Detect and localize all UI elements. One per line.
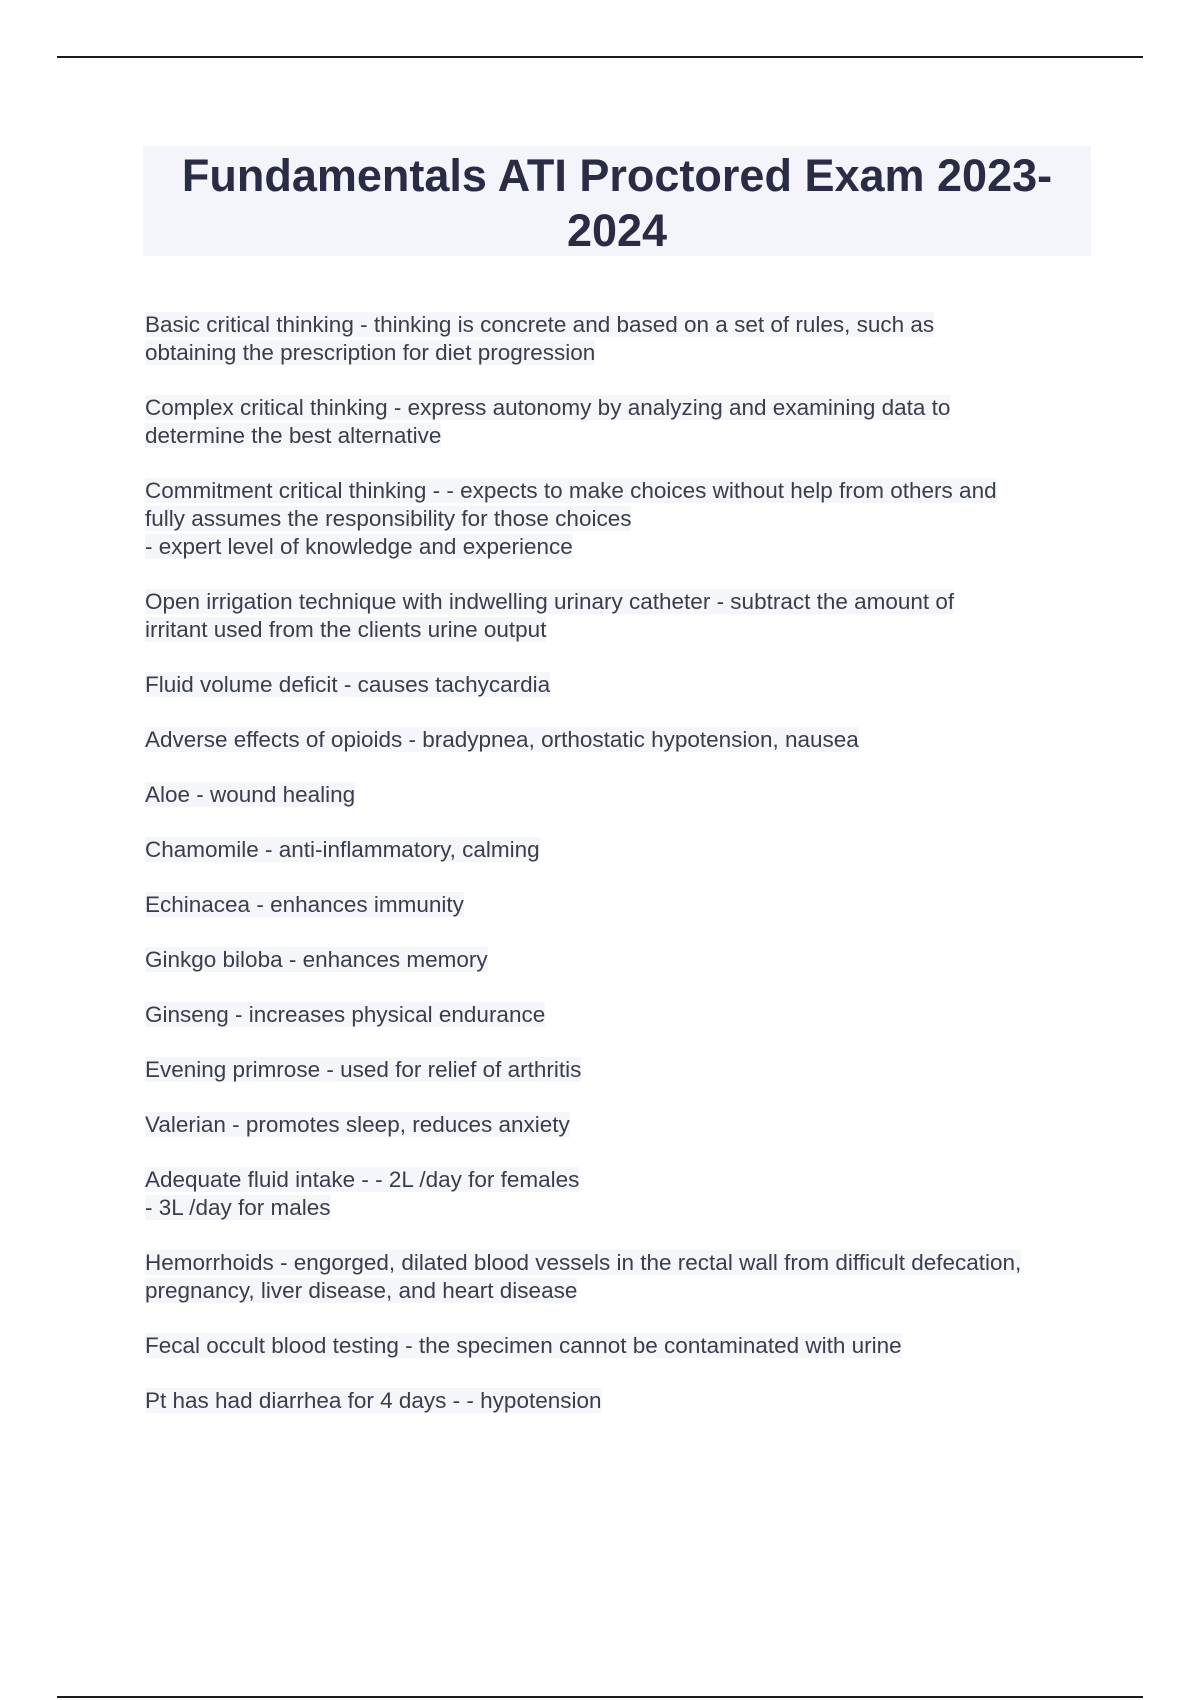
entry-text: Ginkgo biloba - enhances memory — [145, 947, 488, 972]
flashcard-entry — [145, 1001, 1095, 1029]
entry-text: Adequate fluid intake - - 2L /day for females — [145, 1167, 580, 1192]
entry-line — [145, 1056, 1095, 1084]
entry-text: Ginseng - increases physical endurance — [145, 1002, 546, 1027]
flashcard-list — [145, 311, 1095, 1442]
entry-text: - expert level of knowledge and experience — [145, 534, 573, 559]
entry-text: Chamomile - anti-inflammatory, calming — [145, 837, 540, 862]
entry-line — [145, 1249, 1095, 1277]
flashcard-entry — [145, 1249, 1095, 1305]
entry-line — [145, 505, 1095, 533]
entry-text: Basic critical thinking - thinking is concrete and based on a set of rules, such as — [145, 312, 935, 337]
entry-line — [145, 588, 1095, 616]
entry-text: Fecal occult blood testing - the specimen cannot be contaminated with urine — [145, 1333, 902, 1358]
flashcard-entry — [145, 781, 1095, 809]
entry-text: Echinacea - enhances immunity — [145, 892, 464, 917]
entry-line — [145, 339, 1095, 367]
flashcard-entry — [145, 836, 1095, 864]
entry-line — [145, 671, 1095, 699]
entry-line — [145, 477, 1095, 505]
entry-line — [145, 1001, 1095, 1029]
entry-line — [145, 422, 1095, 450]
entry-text: obtaining the prescription for diet progression — [145, 340, 596, 365]
flashcard-entry — [145, 1056, 1095, 1084]
flashcard-entry — [145, 1387, 1095, 1415]
entry-text: irritant used from the clients urine output — [145, 617, 547, 642]
flashcard-entry — [145, 394, 1095, 450]
entry-text: pregnancy, liver disease, and heart disease — [145, 1278, 578, 1303]
entry-text: Hemorrhoids - engorged, dilated blood vessels in the rectal wall from difficult defecation, — [145, 1250, 1022, 1275]
entry-line — [145, 836, 1095, 864]
entry-line — [145, 1166, 1095, 1194]
entry-text: fully assumes the responsibility for those choices — [145, 506, 632, 531]
entry-line — [145, 394, 1095, 422]
flashcard-entry — [145, 311, 1095, 367]
entry-text: determine the best alternative — [145, 423, 442, 448]
entry-line — [145, 616, 1095, 644]
flashcard-entry — [145, 1332, 1095, 1360]
flashcard-entry — [145, 891, 1095, 919]
entry-line — [145, 533, 1095, 561]
flashcard-entry — [145, 1111, 1095, 1139]
flashcard-entry — [145, 588, 1095, 644]
title-block — [143, 146, 1091, 256]
entry-line — [145, 311, 1095, 339]
entry-line — [145, 726, 1095, 754]
flashcard-entry — [145, 1166, 1095, 1222]
entry-text: Pt has had diarrhea for 4 days - - hypotension — [145, 1388, 602, 1413]
entry-text: Commitment critical thinking - - expects to make choices without help from others and — [145, 478, 997, 503]
entry-line — [145, 1277, 1095, 1305]
flashcard-entry — [145, 477, 1095, 561]
entry-text: Aloe - wound healing — [145, 782, 356, 807]
entry-text: - 3L /day for males — [145, 1195, 331, 1220]
entry-text: Evening primrose - used for relief of arthritis — [145, 1057, 582, 1082]
entry-text: Adverse effects of opioids - bradypnea, orthostatic hypotension, nausea — [145, 727, 859, 752]
entry-line — [145, 1111, 1095, 1139]
entry-line — [145, 1194, 1095, 1222]
entry-text: Complex critical thinking - express autonomy by analyzing and examining data to — [145, 395, 951, 420]
entry-line — [145, 781, 1095, 809]
entry-line — [145, 1332, 1095, 1360]
entry-line — [145, 946, 1095, 974]
flashcard-entry — [145, 671, 1095, 699]
entry-text: Open irrigation technique with indwelling urinary catheter - subtract the amount of — [145, 589, 955, 614]
flashcard-entry — [145, 726, 1095, 754]
entry-text: Fluid volume deficit - causes tachycardia — [145, 672, 551, 697]
document-title: Fundamentals ATI Proctored Exam 2023-2024 — [181, 150, 1053, 256]
header-divider — [57, 56, 1143, 58]
entry-text: Valerian - promotes sleep, reduces anxiety — [145, 1112, 570, 1137]
flashcard-entry — [145, 946, 1095, 974]
entry-line — [145, 1387, 1095, 1415]
footer-divider — [57, 1696, 1143, 1698]
entry-line — [145, 891, 1095, 919]
